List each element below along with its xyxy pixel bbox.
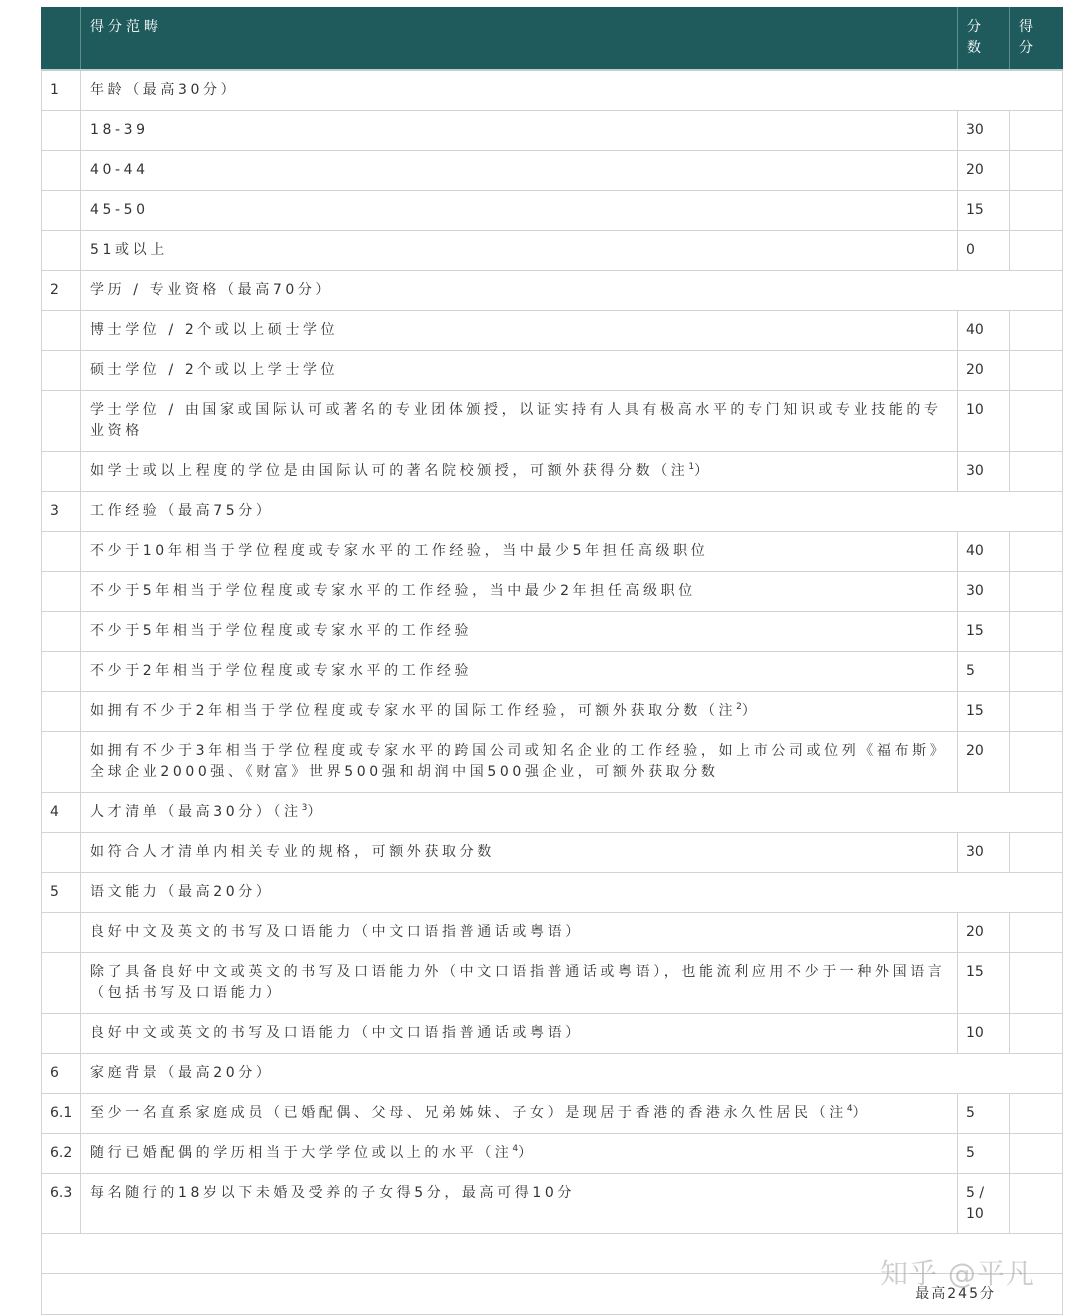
- criteria-label: 语文能力（最高20分）: [90, 884, 274, 900]
- table-row: [42, 151, 1063, 191]
- table-row: [42, 351, 1063, 391]
- table-row: [42, 833, 1063, 873]
- criteria-label: 家庭背景（最高20分）: [90, 1065, 274, 1081]
- section-title: [81, 271, 1063, 311]
- note-ref: 4: [512, 1144, 519, 1154]
- score-cell: [1010, 1174, 1063, 1234]
- note-ref: 3: [301, 803, 308, 813]
- header-no: [42, 8, 81, 71]
- points-value: 5: [958, 1094, 1010, 1134]
- table-row: [42, 1094, 1063, 1134]
- points-value: 20: [958, 732, 1010, 793]
- header-category: 得分范畴: [81, 8, 958, 71]
- section-row: [42, 793, 1063, 833]
- criteria-text: [81, 452, 958, 492]
- section-row: [42, 271, 1063, 311]
- note-ref: 2: [736, 702, 742, 712]
- criteria-label: 如符合人才清单内相关专业的规格，可额外获取分数: [90, 844, 495, 860]
- section-row: [42, 492, 1063, 532]
- row-number: [42, 151, 81, 191]
- score-cell: [1010, 953, 1063, 1014]
- row-number: [42, 652, 81, 692]
- row-number: [42, 572, 81, 612]
- criteria-text: [81, 913, 958, 953]
- criteria-text: [81, 311, 958, 351]
- criteria-label: 不少于5年相当于学位程度或专家水平的工作经验: [90, 623, 473, 639]
- table-row: [42, 191, 1063, 231]
- row-number: [42, 452, 81, 492]
- criteria-label: 不少于2年相当于学位程度或专家水平的工作经验: [90, 663, 473, 679]
- total-points: 最高245分: [42, 1274, 1063, 1315]
- points-value: 20: [958, 351, 1010, 391]
- criteria-label: 年龄（最高30分）: [90, 82, 239, 98]
- table-row: [42, 391, 1063, 452]
- criteria-label: 如拥有不少于2年相当于学位程度或专家水平的国际工作经验，可额外获取分数（注: [90, 703, 737, 719]
- points-value: 20: [958, 913, 1010, 953]
- row-number: 6.1: [42, 1094, 81, 1134]
- row-number: [42, 532, 81, 572]
- score-cell: [1010, 111, 1063, 151]
- table-row: [42, 913, 1063, 953]
- row-number: [42, 391, 81, 452]
- zhihu-watermark: 知乎 @平凡: [880, 1257, 1035, 1290]
- table-row: [42, 1134, 1063, 1174]
- score-cell: [1010, 692, 1063, 732]
- score-cell: [1010, 151, 1063, 191]
- table-row: [42, 452, 1063, 492]
- note-close: ）: [518, 1145, 536, 1161]
- criteria-label: 学士学位 / 由国家或国际认可或著名的专业团体颁授，以证实持有人具有极高水平的专门知识或专业技能的专业资格: [90, 402, 942, 439]
- row-number: [42, 833, 81, 873]
- note-close: ）: [307, 804, 325, 820]
- score-cell: [1010, 231, 1063, 271]
- criteria-text: [81, 1134, 958, 1174]
- score-cell: [1010, 652, 1063, 692]
- row-number: 2: [42, 271, 81, 311]
- note-ref: 1: [688, 462, 695, 472]
- criteria-label: 18-39: [90, 122, 149, 138]
- score-cell: [1010, 732, 1063, 793]
- criteria-text: [81, 953, 958, 1014]
- section-title: [81, 70, 1063, 111]
- row-number: [42, 612, 81, 652]
- table-row: [42, 692, 1063, 732]
- criteria-label: 每名随行的18岁以下未婚及受养的子女得5分，最高可得10分: [90, 1185, 575, 1201]
- criteria-label: 人才清单（最高30分）（注: [90, 804, 302, 820]
- section-title: [81, 873, 1063, 913]
- points-value: 5: [958, 652, 1010, 692]
- section-title: [81, 492, 1063, 532]
- points-value: 15: [958, 692, 1010, 732]
- section-row: [42, 70, 1063, 111]
- criteria-label: 至少一名直系家庭成员（已婚配偶、父母、兄弟姊妹、子女）是现居于香港的香港永久性居民（注: [90, 1105, 847, 1121]
- row-number: [42, 732, 81, 793]
- criteria-label: 除了具备良好中文或英文的书写及口语能力外（中文口语指普通话或粤语），也能流利应用不少于一种外国语言（包括书写及口语能力）: [90, 964, 946, 1001]
- criteria-text: [81, 391, 958, 452]
- criteria-text: [81, 612, 958, 652]
- criteria-label: 随行已婚配偶的学历相当于大学学位或以上的水平（注: [90, 1145, 513, 1161]
- row-number: 6.3: [42, 1174, 81, 1234]
- row-number: 6: [42, 1054, 81, 1094]
- points-table: [41, 7, 1063, 1315]
- note-close: ）: [852, 1105, 871, 1121]
- points-value: 10: [958, 1014, 1010, 1054]
- points-value: 10: [958, 391, 1010, 452]
- points-value: 30: [958, 452, 1010, 492]
- criteria-text: [81, 1094, 958, 1134]
- score-cell: [1010, 311, 1063, 351]
- score-cell: [1010, 532, 1063, 572]
- criteria-label: 如学士或以上程度的学位是由国际认可的著名院校颁授，可额外获得分数（注: [90, 463, 689, 479]
- points-value: 40: [958, 532, 1010, 572]
- criteria-text: [81, 231, 958, 271]
- row-number: [42, 351, 81, 391]
- score-cell: [1010, 572, 1063, 612]
- table-row: [42, 111, 1063, 151]
- points-value: 15: [958, 953, 1010, 1014]
- section-row: [42, 1054, 1063, 1094]
- score-cell: [1010, 913, 1063, 953]
- points-value: 5: [958, 1134, 1010, 1174]
- criteria-label: 不少于5年相当于学位程度或专家水平的工作经验，当中最少2年担任高级职位: [90, 583, 696, 599]
- row-number: 4: [42, 793, 81, 833]
- score-cell: [1010, 1134, 1063, 1174]
- table-row: [42, 732, 1063, 793]
- criteria-text: [81, 191, 958, 231]
- score-cell: [1010, 1094, 1063, 1134]
- row-number: 3: [42, 492, 81, 532]
- table-row: [42, 311, 1063, 351]
- points-value: 40: [958, 311, 1010, 351]
- points-value: 20: [958, 151, 1010, 191]
- score-cell: [1010, 612, 1063, 652]
- score-cell: [1010, 452, 1063, 492]
- row-number: [42, 692, 81, 732]
- criteria-label: 51或以上: [90, 242, 168, 258]
- criteria-label: 硕士学位 / 2个或以上学士学位: [90, 362, 339, 378]
- table-row: [42, 1014, 1063, 1054]
- points-value: 30: [958, 833, 1010, 873]
- table-row: [42, 532, 1063, 572]
- row-number: 6.2: [42, 1134, 81, 1174]
- criteria-text: [81, 351, 958, 391]
- header-points: 分数: [958, 8, 1010, 71]
- points-value: 30: [958, 111, 1010, 151]
- row-number: [42, 111, 81, 151]
- points-value: 30: [958, 572, 1010, 612]
- note-ref: 4: [846, 1104, 853, 1114]
- points-value: 0: [958, 231, 1010, 271]
- section-row: [42, 873, 1063, 913]
- criteria-text: [81, 532, 958, 572]
- note-close: ）: [694, 463, 712, 479]
- score-cell: [1010, 351, 1063, 391]
- section-title: [81, 1054, 1063, 1094]
- row-number: [42, 1014, 81, 1054]
- criteria-label: 45-50: [90, 202, 149, 218]
- criteria-label: 40-44: [90, 162, 149, 178]
- criteria-text: [81, 111, 958, 151]
- points-value: 15: [958, 612, 1010, 652]
- criteria-text: [81, 732, 958, 793]
- table-header: [42, 8, 1063, 71]
- note-close: ）: [741, 703, 760, 719]
- score-cell: [1010, 191, 1063, 231]
- row-number: [42, 311, 81, 351]
- criteria-text: [81, 1014, 958, 1054]
- header-score: 得分: [1010, 8, 1063, 71]
- points-value: 5 / 10: [958, 1174, 1010, 1234]
- table-row: [42, 612, 1063, 652]
- table-row: [42, 1174, 1063, 1234]
- criteria-label: 良好中文或英文的书写及口语能力（中文口语指普通话或粤语）: [90, 1025, 583, 1041]
- row-number: [42, 953, 81, 1014]
- score-cell: [1010, 833, 1063, 873]
- criteria-label: 工作经验（最高75分）: [90, 503, 274, 519]
- criteria-label: 如拥有不少于3年相当于学位程度或专家水平的跨国公司或知名企业的工作经验，如上市公司或位列《福布斯》全球企业2000强、《财富》世界500强和胡润中国500强企业，可额外获取分数: [90, 743, 948, 780]
- row-number: [42, 913, 81, 953]
- criteria-text: [81, 1174, 958, 1234]
- table-row: [42, 953, 1063, 1014]
- criteria-text: [81, 572, 958, 612]
- table-row: [42, 572, 1063, 612]
- criteria-label: 不少于10年相当于学位程度或专家水平的工作经验，当中最少5年担任高级职位: [90, 543, 709, 559]
- criteria-label: 良好中文及英文的书写及口语能力（中文口语指普通话或粤语）: [90, 924, 583, 940]
- row-number: [42, 191, 81, 231]
- score-cell: [1010, 1014, 1063, 1054]
- row-number: [42, 231, 81, 271]
- criteria-text: [81, 692, 958, 732]
- criteria-text: [81, 652, 958, 692]
- criteria-label: 学历 / 专业资格（最高70分）: [90, 282, 334, 298]
- score-cell: [1010, 391, 1063, 452]
- criteria-text: [81, 833, 958, 873]
- row-number: 1: [42, 70, 81, 111]
- section-title: [81, 793, 1063, 833]
- row-number: 5: [42, 873, 81, 913]
- table-row: [42, 652, 1063, 692]
- table-row: [42, 231, 1063, 271]
- points-value: 15: [958, 191, 1010, 231]
- criteria-label: 博士学位 / 2个或以上硕士学位: [90, 322, 339, 338]
- criteria-text: [81, 151, 958, 191]
